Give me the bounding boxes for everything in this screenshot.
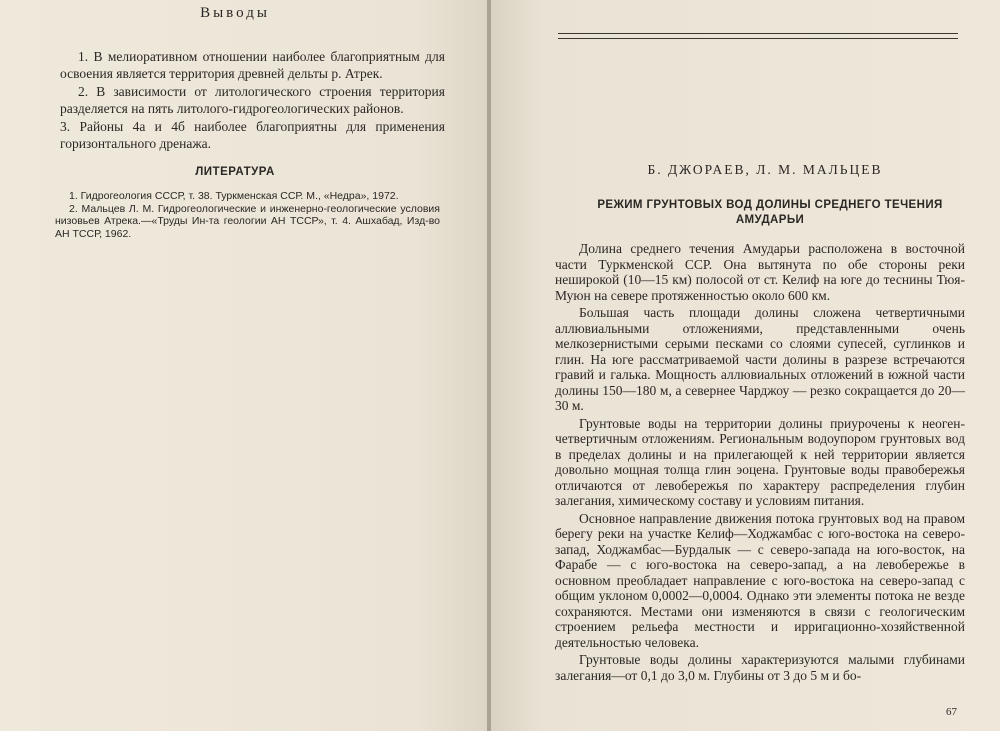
body-paragraph: Основное направление движения потока грунтовых вод на правом берегу реки на участке Келиф—Ходжамбас с юго-востока на северо-запад, Ходжамбас—Бурдалык — с северо-запада на юго-восток, на Фарабе — с юго-востока на северо-запад, а на левобережье в основном преобладает направление с юго-востока на северо-запад с общим уклоном 0,0002—0,0004. Однако эти элементы потока не везде сохраняются. Местами они изменяются в связи с геологическим строением рельефа местности и ирригационно-хозяйственной деятельностью человека. [555,510,965,650]
literature-heading: ЛИТЕРАТУРА [195,166,275,178]
conclusion-item: 2. В зависимости от литологического строения территория разделяется на пять литолого-гидрогеологических районов. [60,84,445,116]
conclusions-heading: Выводы [200,5,270,21]
body-paragraph: Грунтовые воды долины характеризуются малыми глубинами залегания—от 0,1 до 3,0 м. Глубины от 3 до 5 м и бо- [555,652,965,683]
reference-item: 2. Мальцев Л. М. Гидрогеологические и инженерно-геологические условия низовьев Атрека.—«Труды Ин-та геологии АН ТССР», т. 4. Ашхабад, Изд-во АН ТССР, 1962. [55,202,440,240]
body-paragraph: Долина среднего течения Амударьи расположена в восточной части Туркменской ССР. Она вытянута по обе стороны реки неширокой (10—15 км) полосой от ст. Келиф на юге до теснины Тюя-Муюн на севере протяженностью около 600 км. [555,241,965,303]
body-paragraph: Большая часть площади долины сложена четвертичными аллювиальными отложениями, представленными очень мелкозернистыми серыми песками со слоями супесей, суглинков и глин. На юге рассматриваемой части долины в разрезе встречаются гравий и галька. Мощность аллювиальных отложений в южной части долины 150—180 м, а севернее Чарджоу — резко сокращается до 20—30 м. [555,305,965,413]
header-rule [558,33,958,34]
body-paragraph: Грунтовые воды на территории долины приурочены к неоген-четвертичным отложениям. Региональным водоупором грунтовых вод в пределах долины и на прилегающей к ней территории является довольно мощная толща глин эоцена. Грунтовые воды правобережья отличаются от левобережья по характеру распределения глубин залегания, химическому составу и условиям питания. [555,415,965,508]
conclusions-list [60,48,445,153]
article-body [555,241,965,685]
references-list [55,190,440,240]
conclusion-item: 3. Районы 4а и 4б наиболее благоприятны для применения горизонтального дренажа. [60,119,445,151]
article-authors: Б. ДЖОРАЕВ, Л. М. МАЛЬЦЕВ [647,162,883,177]
page-number: 67 [946,706,957,718]
conclusion-item: 1. В мелиоративном отношении наиболее благоприятным для освоения является территория древней дельты р. Атрек. [60,49,445,81]
left-page [0,0,489,731]
header-rule-thin [558,38,958,39]
article-title: РЕЖИМ ГРУНТОВЫХ ВОД ДОЛИНЫ СРЕДНЕГО ТЕЧЕНИЯ АМУДАРЬИ [597,199,943,226]
reference-item: 1. Гидрогеология СССР, т. 38. Туркменская ССР. М., «Недра», 1972. [69,190,399,202]
